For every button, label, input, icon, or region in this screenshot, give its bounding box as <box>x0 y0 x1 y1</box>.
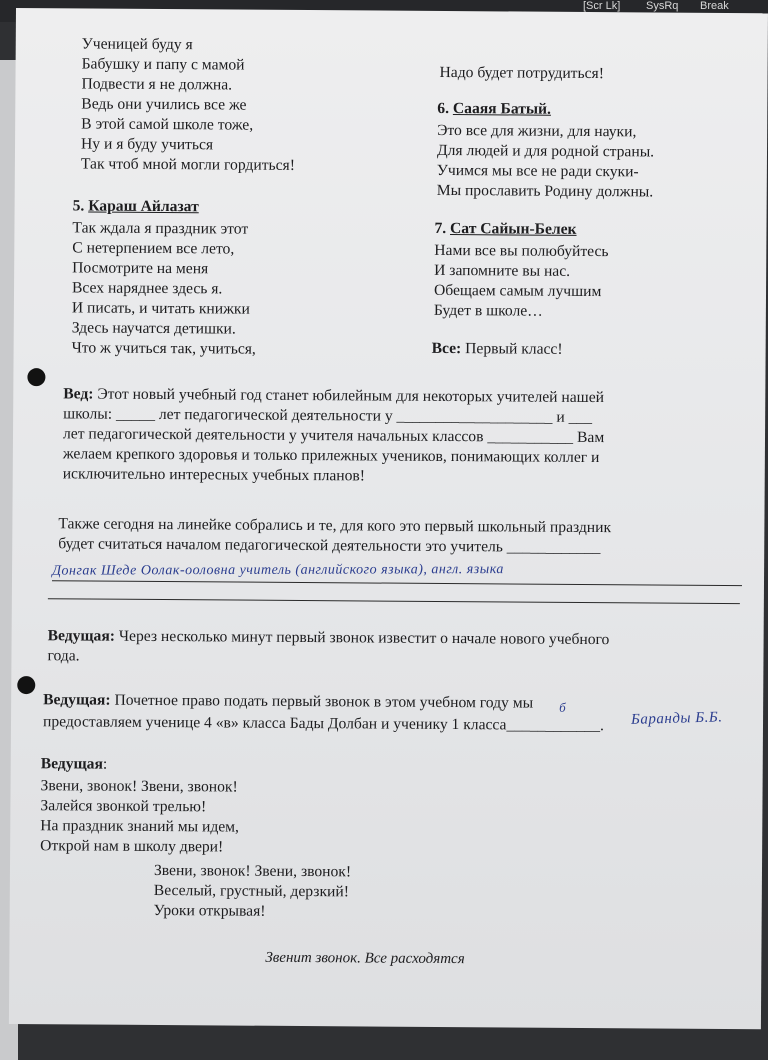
poem5-line: Здесь научатся детишки. <box>71 319 236 338</box>
section-5-name: Караш Айлазат <box>88 197 199 216</box>
section-6-name: Сааяя Батый. <box>452 100 552 118</box>
leader2-line <box>43 690 533 713</box>
punch-hole-top <box>27 368 45 386</box>
poem7-line: Будет в школе… <box>433 301 543 320</box>
section-5-heading <box>73 196 199 217</box>
left-poem-line: Подвести я не должна. <box>81 75 233 94</box>
leader3-heading <box>41 754 108 774</box>
document-page <box>9 8 768 1029</box>
leader3-indented-line: Звени, звонок! Звени, звонок! <box>153 861 352 881</box>
handwritten-class-letter: б <box>559 699 567 715</box>
poem5-line: Всех наряднее здесь я. <box>71 279 223 298</box>
section-7-number: 7. <box>434 219 447 238</box>
blank-line <box>48 598 740 604</box>
section-6-heading <box>437 99 551 120</box>
left-poem-line: Так чтоб мной могли гордиться! <box>80 155 296 174</box>
leader1-label: Ведущая: <box>47 627 116 645</box>
poem5-line: Так ждала я праздник этот <box>72 219 249 238</box>
section-7-heading <box>434 219 576 240</box>
right-first-line: Надо будет потрудиться! <box>439 63 604 83</box>
section-6-number: 6. <box>437 99 450 118</box>
ved-text: Этот новый учебный год станет юбилейным для некоторых учителей нашей <box>97 385 605 407</box>
handwritten-teacher-name: Донгак Шеде Оолак-ооловна учитель (английского языка), англ. языка <box>52 562 504 579</box>
poem7-line: Обещаем самым лучшим <box>433 281 602 301</box>
all-label: Все: <box>431 339 462 358</box>
footer-stage-direction: Звенит звонок. Все расходятся <box>265 949 465 968</box>
poem5-line: С нетерпением все лето, <box>72 239 235 258</box>
poem5-line: Посмотрите на меня <box>72 259 209 278</box>
leader3-colon: : <box>102 755 108 773</box>
poem6-line: Учимся мы все не ради скуки- <box>436 161 639 181</box>
leader3-poem-line: Звени, звонок! Звени, звонок! <box>40 777 238 796</box>
teacher-underline <box>52 580 742 586</box>
ved-line: школы: _____ лет педагогической деятельности у ____________________ и ___ <box>63 405 593 427</box>
key-scroll-lock: [Scr Lk] <box>583 0 621 12</box>
leader2-label: Ведущая: <box>43 691 111 709</box>
ved-label: Вед: <box>63 385 94 403</box>
key-break: Break <box>700 0 729 12</box>
left-poem-line: Бабушку и папу с мамой <box>81 55 245 74</box>
leader2-line: предоставляем ученице 4 «в» класса Бады Долбан и ученику 1 класса____________. <box>42 713 605 735</box>
section-7-name: Сат Сайын-Белек <box>450 220 577 238</box>
ved-line: исключительно интересных учебных планов! <box>62 465 366 485</box>
leader3-label: Ведущая <box>40 755 103 773</box>
leader1-text: Через несколько минут первый звонок известит о начале нового учебного <box>118 627 610 649</box>
left-poem-line: В этой самой школе тоже, <box>81 115 254 134</box>
section-5-number: 5. <box>72 197 85 215</box>
poem5-line: И писать, и читать книжки <box>71 299 250 318</box>
all-line <box>432 339 563 360</box>
leader1-line: года. <box>47 647 80 665</box>
leader2-text: Почетное право подать первый звонок в этом учебном году мы <box>114 691 534 712</box>
poem6-line: Для людей и для родной страны. <box>436 141 655 161</box>
leader1-line <box>48 626 610 650</box>
key-sysrq: SysRq <box>646 0 679 12</box>
left-poem-line: Ну и я буду учиться <box>80 135 214 154</box>
left-poem-line: Ученицей буду я <box>81 35 193 54</box>
leader3-indented-line: Уроки открывая! <box>153 901 266 920</box>
leader3-indented-line: Веселый, грустный, дерзкий! <box>153 881 349 901</box>
poem7-line: И запомните вы нас. <box>434 261 571 280</box>
punch-hole-bottom <box>17 676 35 694</box>
poem6-line: Это все для жизни, для науки, <box>437 121 637 141</box>
leader3-poem-line: Залейся звонкой трелью! <box>40 797 207 816</box>
leader3-poem-line: На праздник знаний мы идем, <box>40 817 240 836</box>
handwritten-student-name: Баранды Б.Б. <box>630 709 723 728</box>
poem5-line: Что ж учиться так, учиться, <box>71 339 256 358</box>
left-poem-line: Ведь они учились все же <box>81 95 247 114</box>
poem6-line: Мы прославить Родину должны. <box>436 181 654 201</box>
ved-line: желаем крепкого здоровья и только прилежных учеников, понимающих коллег и <box>62 445 600 467</box>
all-text: Первый класс! <box>465 340 563 358</box>
poem7-line: Нами все вы полюбуйтесь <box>434 241 609 261</box>
leader3-poem-line: Открой нам в школу двери! <box>40 837 224 856</box>
ved-line: лет педагогической деятельности у учителя начальных классов ___________ Вам <box>62 425 605 447</box>
teacher-line: будет считаться началом педагогической деятельности это учитель ____________ <box>58 535 601 557</box>
teacher-line: Также сегодня на линейке собрались и те, для кого это первый школьный праздник <box>58 515 612 537</box>
